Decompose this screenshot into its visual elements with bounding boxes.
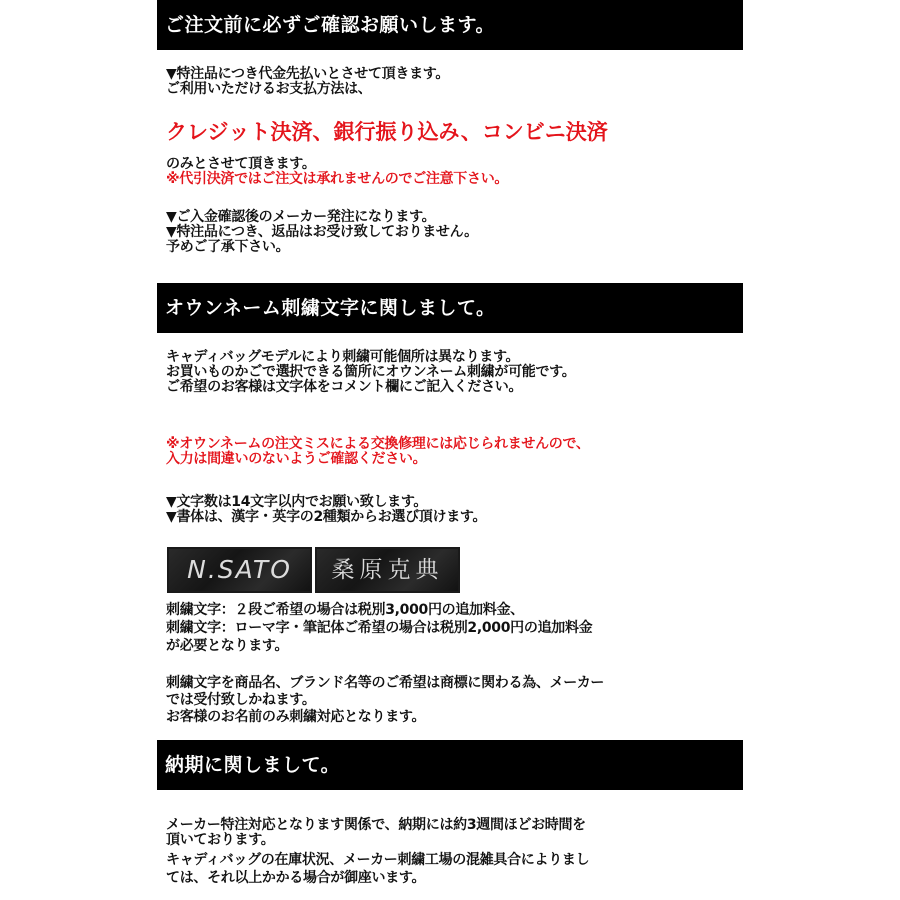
- section-heading-payment: ご注文前に必ずご確認お願いします。: [157, 0, 743, 50]
- delivery-info-line-3: キャディバッグの在庫状況、メーカー刺繍工場の混雑具合によりまし: [166, 852, 590, 868]
- payment-methods-intro: ご利用いただけるお支払方法は、: [166, 81, 372, 97]
- embroidery-sample-latin: N.SATO: [167, 547, 312, 593]
- embroidery-font-types: ▼書体は、漢字・英字の2種類からお選び頂けます。: [166, 509, 487, 525]
- payment-methods-list: クレジット決済、銀行振り込み、コンビニ決済: [166, 120, 608, 144]
- section-heading-embroidery: オウンネーム刺繍文字に関しまして。: [157, 283, 743, 333]
- embroidery-info-line-3: ご希望のお客様は文字体をコメント欄にご記入ください。: [166, 379, 523, 395]
- delivery-info-line-4: ては、それ以上かかる場合が御座います。: [166, 870, 426, 886]
- embroidery-char-limit: ▼文字数は14文字以内でお願い致します。: [166, 494, 428, 510]
- payment-cod-warning: ※代引決済ではご注文は承れませんのでご注意下さい。: [166, 171, 509, 187]
- embroidery-fee-line-2: 刺繍文字：ローマ字・筆記体ご希望の場合は税別2,000円の追加料金: [166, 620, 593, 636]
- embroidery-brand-line-2: では受付致しかねます。: [166, 692, 316, 708]
- embroidery-sample-kanji: 桑原克典: [315, 547, 460, 593]
- embroidery-fee-line-3: が必要となります。: [166, 638, 289, 654]
- payment-order-after-confirm: ▼ご入金確認後のメーカー発注になります。: [166, 209, 436, 225]
- delivery-info-line-1: メーカー特注対応となります関係で、納期には約3週間ほどお時間を: [166, 817, 586, 833]
- section-heading-delivery: 納期に関しまして。: [157, 740, 743, 790]
- embroidery-fee-line-1: 刺繍文字：２段ご希望の場合は税別3,000円の追加料金、: [166, 602, 524, 618]
- embroidery-brand-line-1: 刺繍文字を商品名、ブランド名等のご希望は商標に関わる為、メーカー: [166, 675, 605, 691]
- embroidery-info-line-1: キャディバッグモデルにより刺繍可能個所は異なります。: [166, 349, 520, 365]
- payment-only-note: のみとさせて頂きます。: [166, 156, 316, 172]
- embroidery-warning-line-1: ※オウンネームの注文ミスによる交換修理には応じられませんので、: [166, 436, 590, 452]
- embroidery-brand-line-3: お客様のお名前のみ刺繍対応となります。: [166, 709, 426, 725]
- payment-acknowledge: 予めご了承下さい。: [166, 239, 290, 255]
- embroidery-info-line-2: お買いものかごで選択できる箇所にオウンネーム刺繍が可能です。: [166, 364, 576, 380]
- delivery-info-line-2: 頂いております。: [166, 832, 275, 848]
- payment-prepay-note: ▼特注品につき代金先払いとさせて頂きます。: [166, 66, 450, 82]
- payment-no-returns: ▼特注品につき、返品はお受け致しておりません。: [166, 224, 478, 240]
- embroidery-warning-line-2: 入力は間違いのないようご確認ください。: [166, 451, 427, 467]
